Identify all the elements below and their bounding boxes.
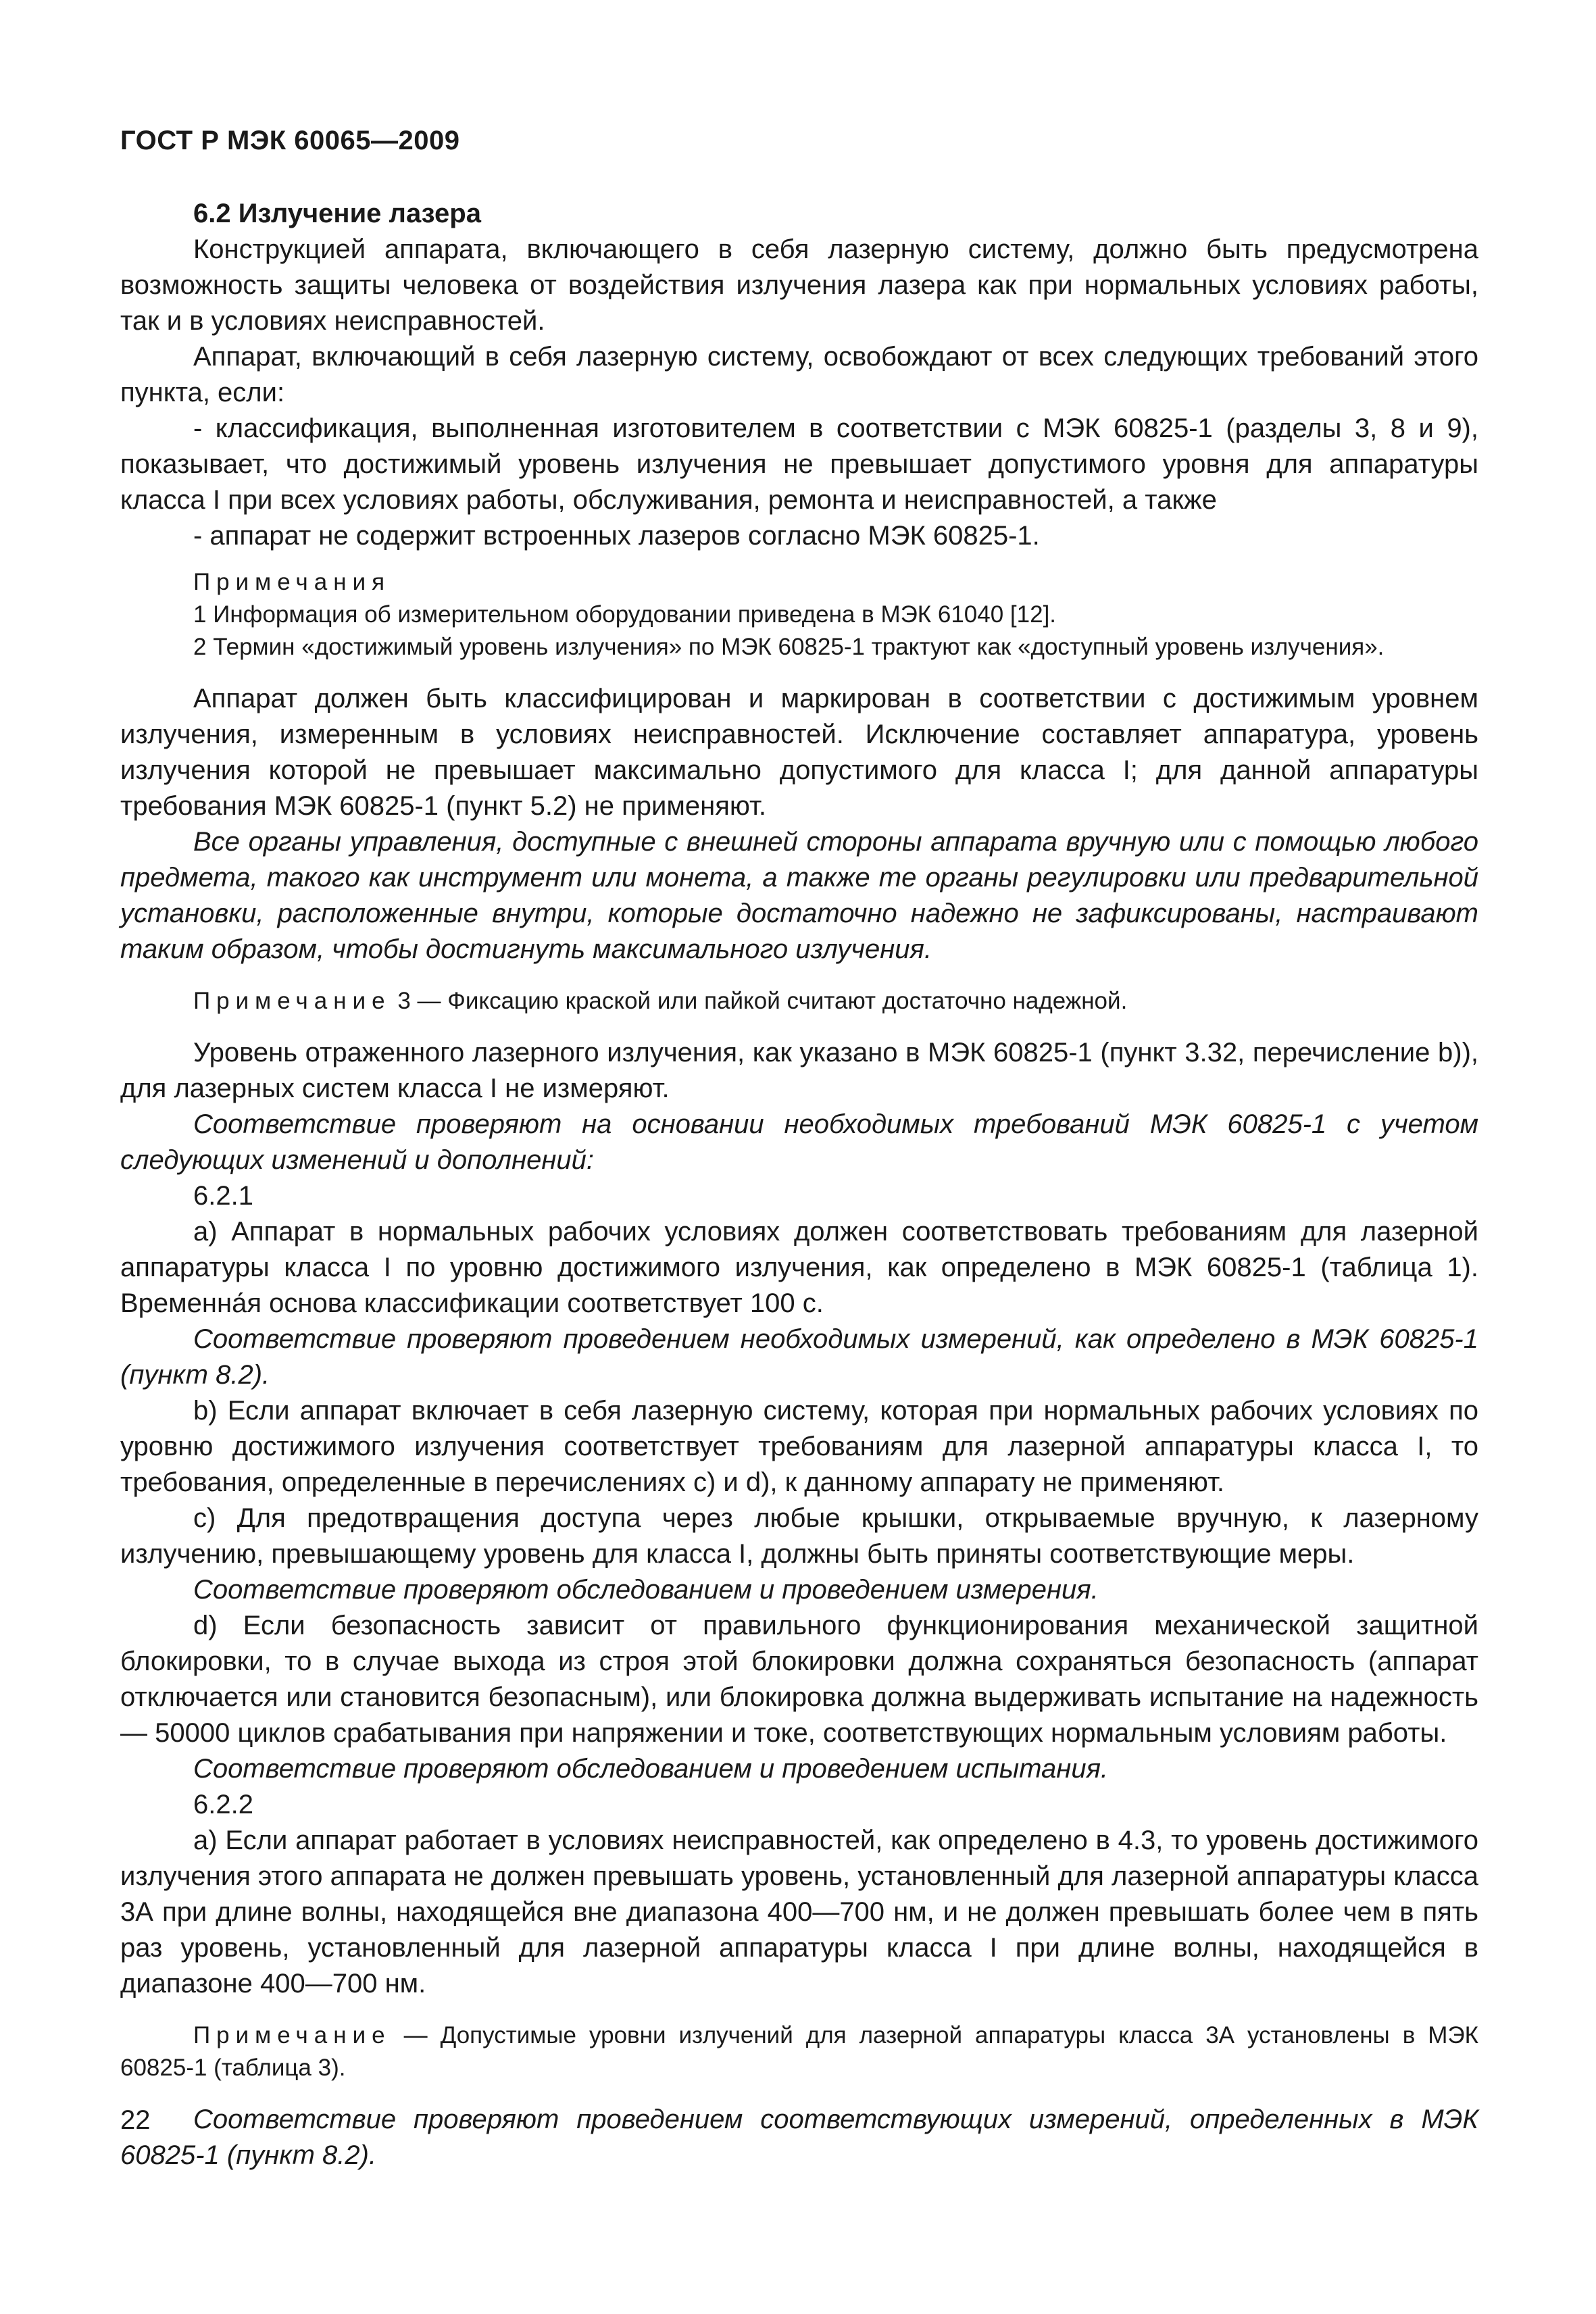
paragraph: Уровень отраженного лазерного излучения, как указано в МЭК 60825-1 (пункт 3.32, перечисление b)), для лазерных систем класса I не измеряют.	[120, 1038, 1478, 1103]
paragraph: - аппарат не содержит встроенных лазеров согласно МЭК 60825-1.	[193, 521, 1040, 551]
paragraph: - классификация, выполненная изготовителем в соответствии с МЭК 60825-1 (разделы 3, 8 и 9), показывает, что достижимый уровень излучения не превышает допустимого уровня для аппаратуры класса I при всех условиях работы, обслуживания, ремонта и неисправностей, а также	[120, 413, 1478, 515]
note-4	[120, 2019, 1478, 2084]
paragraph: d) Если безопасность зависит от правильного функционирования механической защитной блокировки, то в случае выхода из строя этой блокировки должна сохраняться безопасность (аппарат отключается или становится безопасным), или блокировка должна выдерживать испытание на надежность — 50000 циклов срабатывания при напряжении и токе, соответствующих нормальным условиям работы.	[120, 1611, 1478, 1748]
italic-paragraph: Соответствие проверяют проведением необходимых измерений, как определено в МЭК 60825-1 (пункт 8.2).	[120, 1324, 1478, 1390]
italic-paragraph: Все органы управления, доступные с внешней стороны аппарата вручную или с помощью любого предмета, такого как инструмент или монета, а также те органы регулировки или предварительной установки, расположенные внутри, которые достаточно надежно не зафиксированы, настраивают таким образом, чтобы достигнуть максимального излучения.	[120, 827, 1478, 964]
paragraph: Аппарат, включающий в себя лазерную систему, освобождают от всех следующих требований этого пункта, если:	[120, 342, 1478, 407]
note-text: — Допустимые уровни излучений для лазерной аппаратуры класса 3А установлены в МЭК 60825-1 (таблица 3).	[120, 2022, 1478, 2081]
note-item: 2 Термин «достижимый уровень излучения» по МЭК 60825-1 трактуют как «доступный уровень излучения».	[193, 634, 1385, 660]
paragraph: а) Аппарат в нормальных рабочих условиях должен соответствовать требованиям для лазерной аппаратуры класса I по уровню достижимого излучения, как определено в МЭК 60825-1 (таблица 1). Временна́я основа классификации соответствует 100 с.	[120, 1217, 1478, 1318]
document-body	[120, 196, 1478, 2173]
note-item: 1 Информация об измерительном оборудовании приведена в МЭК 61040 [12].	[193, 601, 1057, 628]
note-label: Примечание	[193, 2022, 391, 2048]
page-number: 22	[120, 2105, 151, 2135]
italic-paragraph: Соответствие проверяют обследованием и проведением измерения.	[193, 1575, 1099, 1605]
italic-paragraph: Соответствие проверяют на основании необходимых требований МЭК 60825-1 с учетом следующих изменений и дополнений:	[120, 1109, 1478, 1175]
notes-title: Примечания	[193, 569, 391, 595]
italic-paragraph: Соответствие проверяют обследованием и проведением испытания.	[193, 1754, 1109, 1784]
paragraph: b) Если аппарат включает в себя лазерную систему, которая при нормальных рабочих условиях по уровню достижимого излучения соответствует требованиям для лазерной аппаратуры класса I, то требования, определенные в перечислениях с) и d), к данному аппарату не применяют.	[120, 1396, 1478, 1497]
italic-paragraph: Соответствие проверяют проведением соответствующих измерений, определенных в МЭК 60825-1 (пункт 8.2).	[120, 2105, 1478, 2170]
note-3	[120, 985, 1478, 1017]
paragraph: Конструкцией аппарата, включающего в себя лазерную систему, должно быть предусмотрена возможность защиты человека от воздействия излучения лазера как при нормальных условиях работы, так и в условиях неисправностей.	[120, 234, 1478, 336]
clause-number: 6.2.1	[193, 1181, 253, 1211]
standard-header: ГОСТ Р МЭК 60065—2009	[120, 126, 460, 155]
paragraph: а) Если аппарат работает в условиях неисправностей, как определено в 4.3, то уровень достижимого излучения этого аппарата не должен превышать уровень, установленный для лазерной аппаратуры класса 3А при длине волны, находящейся вне диапазона 400—700 нм, и не должен превышать более чем в пять раз уровень, установленный для лазерной аппаратуры класса I при длине волны, находящейся в диапазоне 400—700 нм.	[120, 1826, 1478, 1998]
note-text: 3 — Фиксацию краской или пайкой считают достаточно надежной.	[391, 988, 1128, 1014]
paragraph: Аппарат должен быть классифицирован и маркирован в соответствии с достижимым уровнем излучения, измеренным в условиях неисправностей. Исключение составляет аппаратура, уровень излучения которой не превышает максимально допустимого для класса I; для данной аппаратуры требования МЭК 60825-1 (пункт 5.2) не применяют.	[120, 684, 1478, 821]
clause-number: 6.2.2	[193, 1790, 253, 1819]
section-heading: 6.2 Излучение лазера	[193, 199, 481, 228]
note-label: Примечание	[193, 988, 391, 1014]
paragraph: с) Для предотвращения доступа через любые крышки, открываемые вручную, к лазерному излучению, превышающему уровень для класса I, должны быть приняты соответствующие меры.	[120, 1503, 1478, 1569]
